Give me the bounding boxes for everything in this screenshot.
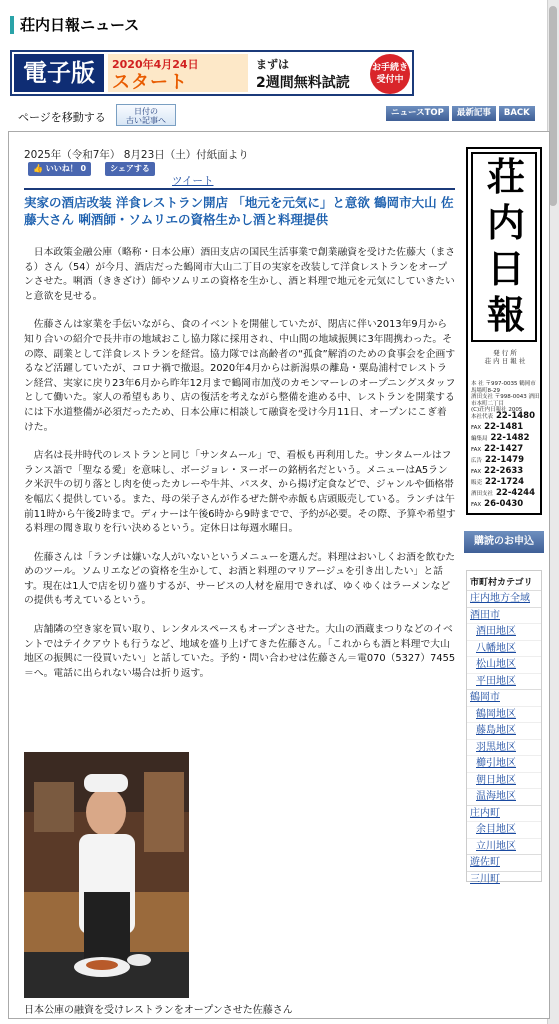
article-paragraph: 佐藤さんは家業を手伝いながら、食のイベントを開催していたが、閉店に伴い2013年9月から知り合いの紹介で長井市の地域おこし協力隊に採用され、中山間の地域振興に3年間携わった。その際、副業として洋食レストランを経営。協力隊では高齢者の“孤食”解消のための食事会を企画するなど活躍していたが、コロナ禍で撤退。2020年4月からは新潟県の離島・粟島浦村でレストラン経営、実家に戻り23年6月から昨年12月まで鶴岡市加茂のカモンマーレのオープニングスタッフとして働いた。家人の希望もあり、店の復活を考えながら整備を進める中、レストランを開業するには下水道整備が必須だったため、日本公庫に相談して融資を受け今月11日、オープンにこぎ着けた。 (24, 319, 456, 433)
phone-label: 本社代表 (471, 414, 494, 420)
category-link[interactable]: 温海地区 (467, 788, 541, 805)
banner-digital-label: 電子版 (14, 54, 104, 92)
phone-number: 22-1479 (484, 455, 524, 465)
phone-list (471, 411, 541, 510)
article-paragraph: 日本政策金融公庫（略称・日本公庫）酒田支店の国民生活事業で創業融資を受けた佐藤大（まさる）さん（54）が今月、酒店だった鶴岡市大山二丁目の実家を改装して洋食レストランをオープンさせた。唎酒（ききざけ）師やソムリエの資格を生かし、酒と料理で地元を元気にしていきたいと意欲を見せる。 (24, 247, 456, 302)
phone-label: FAX (471, 425, 482, 431)
banner-date: 2020年4月24日 (112, 58, 199, 71)
phone-number: 22-1427 (484, 444, 524, 454)
category-link[interactable]: 庄内地方全域 (467, 590, 541, 607)
article-paragraph: 店名は長井時代のレストランと同じ「サンタムール」で、看板も再利用した。サンタムールはフランス語で「聖なる愛」を意味し、ボージョレ・ヌーボーの銘柄名だという。メニューはA5ランク米沢牛の切り落とし肉を使ったカレーや牛丼、パスタ、から揚げ定食などで、ジャンルや価格帯を幅広く提供している。また、母の栄子さんが作るぜた餅や赤飯も店頭販売している。ランチは午前11時から午後2時まで。ディナーは午後6時から9時までで、予約が必要。その際、予算や希望する料理の聞き取りを行い決めるという。定休日は毎週水曜日。 (24, 450, 456, 535)
article-photo (24, 752, 189, 998)
digital-edition-banner[interactable] (10, 50, 414, 96)
category-link[interactable]: 立川地区 (467, 838, 541, 855)
phone-label: 酒田支社 (471, 491, 494, 497)
phone-label: 販売 (471, 480, 483, 486)
phone-row (471, 422, 541, 433)
article-paragraph: 佐藤さんは「ランチは嫌いな人がいないというメニューを選んだ。料理はおいしくお酒を飲むためのツール。ソムリエなどの資格を生かして、お酒と料理のマリアージュを引き出したい」と話す。現在は1人で店を切り盛りするが、サービスの人材を雇用できれば、ゆくゆくはラーメンなどの提供も考えているという。 (24, 551, 456, 607)
photo-caption: 日本公庫の融資を受けレストランをオープンさせた佐藤さん (24, 1005, 293, 1016)
category-list (467, 590, 541, 887)
phone-number: 22-2633 (484, 466, 524, 476)
banner-apply-badge (370, 54, 410, 94)
masthead-char: 日 (486, 246, 525, 291)
phone-row (471, 455, 541, 466)
back-button[interactable]: BACK (499, 106, 535, 121)
site-title[interactable]: 荘内日報ニュース (10, 16, 139, 34)
phone-number: 22-4244 (495, 488, 535, 498)
category-link[interactable]: 平田地区 (467, 673, 541, 690)
phone-label: 編集局 (471, 436, 488, 442)
category-link[interactable]: 余目地区 (467, 821, 541, 838)
banner-trial-text: 2週間無料試読 (256, 75, 350, 91)
phone-number: 22-1480 (495, 411, 535, 421)
banner-trial (256, 56, 366, 94)
title-divider (24, 188, 455, 190)
masthead-logo (471, 152, 537, 342)
phone-number: 26-0430 (484, 499, 524, 509)
latest-articles-button[interactable]: 最新記事 (452, 106, 496, 121)
phone-label: 広告 (471, 458, 483, 464)
banner-badge-line2: 受付中 (376, 75, 404, 85)
facebook-like-button[interactable]: 👍 いいね！ 0 (28, 162, 91, 176)
article-paragraph: 店舗隣の空き家を買い取り、レンタルスペースもオープンさせた。大山の酒蔵まつりなどのイベントではテイクアウトも行うなど、地域を盛り上げてきた佐藤さん。「これからも酒と料理で大山地区の振興に一役買いたい」と話していた。予約・問い合わせは佐藤さん＝電070（5327）7455＝へ。電話に出られない場合は折り返す。 (24, 624, 456, 679)
phone-label: FAX (471, 447, 482, 453)
category-link[interactable]: 三川町 (467, 871, 541, 888)
older-articles-button[interactable] (116, 104, 176, 126)
phone-row (471, 499, 541, 510)
category-link[interactable]: 庄内町 (467, 805, 541, 822)
phone-label: FAX (471, 469, 482, 475)
phone-label: FAX (471, 502, 482, 508)
subscribe-button[interactable]: 購読のお申込 (464, 531, 544, 553)
phone-row (471, 477, 541, 488)
page-move-label: ページを移動する (18, 111, 106, 124)
banner-badge-line1: お手続き (371, 63, 408, 73)
banner-start: スタート (112, 72, 188, 93)
category-link[interactable]: 八幡地区 (467, 640, 541, 657)
tweet-link[interactable]: ツイート (172, 175, 214, 187)
site-header (0, 0, 559, 44)
category-link[interactable]: 酒田地区 (467, 623, 541, 640)
masthead-char: 報 (486, 292, 525, 337)
news-top-button[interactable]: ニュースTOP (386, 106, 449, 121)
category-link[interactable]: 櫛引地区 (467, 755, 541, 772)
publisher-info: 発 行 所 荘 内 日 報 社 (484, 349, 526, 365)
category-link[interactable]: 鶴岡市 (467, 689, 541, 706)
category-heading: 市町村カテゴリ (470, 578, 533, 588)
category-link[interactable]: 朝日地区 (467, 772, 541, 789)
banner-trial-top: まずは (256, 58, 289, 71)
masthead-char: 荘 (486, 154, 525, 199)
category-link[interactable]: 松山地区 (467, 656, 541, 673)
phone-number: 22-1481 (484, 422, 524, 432)
nav-buttons (386, 106, 535, 121)
article-title: 実家の酒店改装 洋食レストラン開店 「地元を元気に」と意欲 鶴岡市大山 佐藤大さん 唎酒師・ソムリエの資格生かし酒と料理提供 (24, 195, 454, 227)
masthead-char: 内 (486, 200, 525, 245)
article-body (24, 246, 456, 695)
category-link[interactable]: 酒田市 (467, 607, 541, 624)
address-info: 本 社 〒997-0035 鶴岡市馬場町8-29 酒田支社 〒998-0043 酒田市本町二丁目 (C)荘内日報社 2005 (471, 381, 540, 413)
masthead (466, 147, 542, 515)
category-link[interactable]: 鶴岡地区 (467, 706, 541, 723)
phone-number: 22-1724 (484, 477, 524, 487)
scrollbar-thumb[interactable] (549, 6, 557, 206)
phone-row (471, 433, 541, 444)
phone-row (471, 466, 541, 477)
phone-row (471, 411, 541, 422)
older-articles-line1: 日付の (134, 107, 158, 116)
phone-row (471, 444, 541, 455)
category-link[interactable]: 藤島地区 (467, 722, 541, 739)
phone-row (471, 488, 541, 499)
older-articles-line2: 古い記事へ (126, 116, 166, 125)
facebook-share-button[interactable]: シェアする (105, 162, 155, 176)
chef-photo-illustration (24, 752, 189, 998)
category-box (466, 570, 542, 885)
banner-start-panel (108, 54, 248, 92)
category-link[interactable]: 遊佐町 (467, 854, 541, 871)
category-link[interactable]: 羽黒地区 (467, 739, 541, 756)
article-date: 2025年（令和7年） 8月23日（土）付紙面より (24, 149, 249, 161)
phone-number: 22-1482 (490, 433, 530, 443)
